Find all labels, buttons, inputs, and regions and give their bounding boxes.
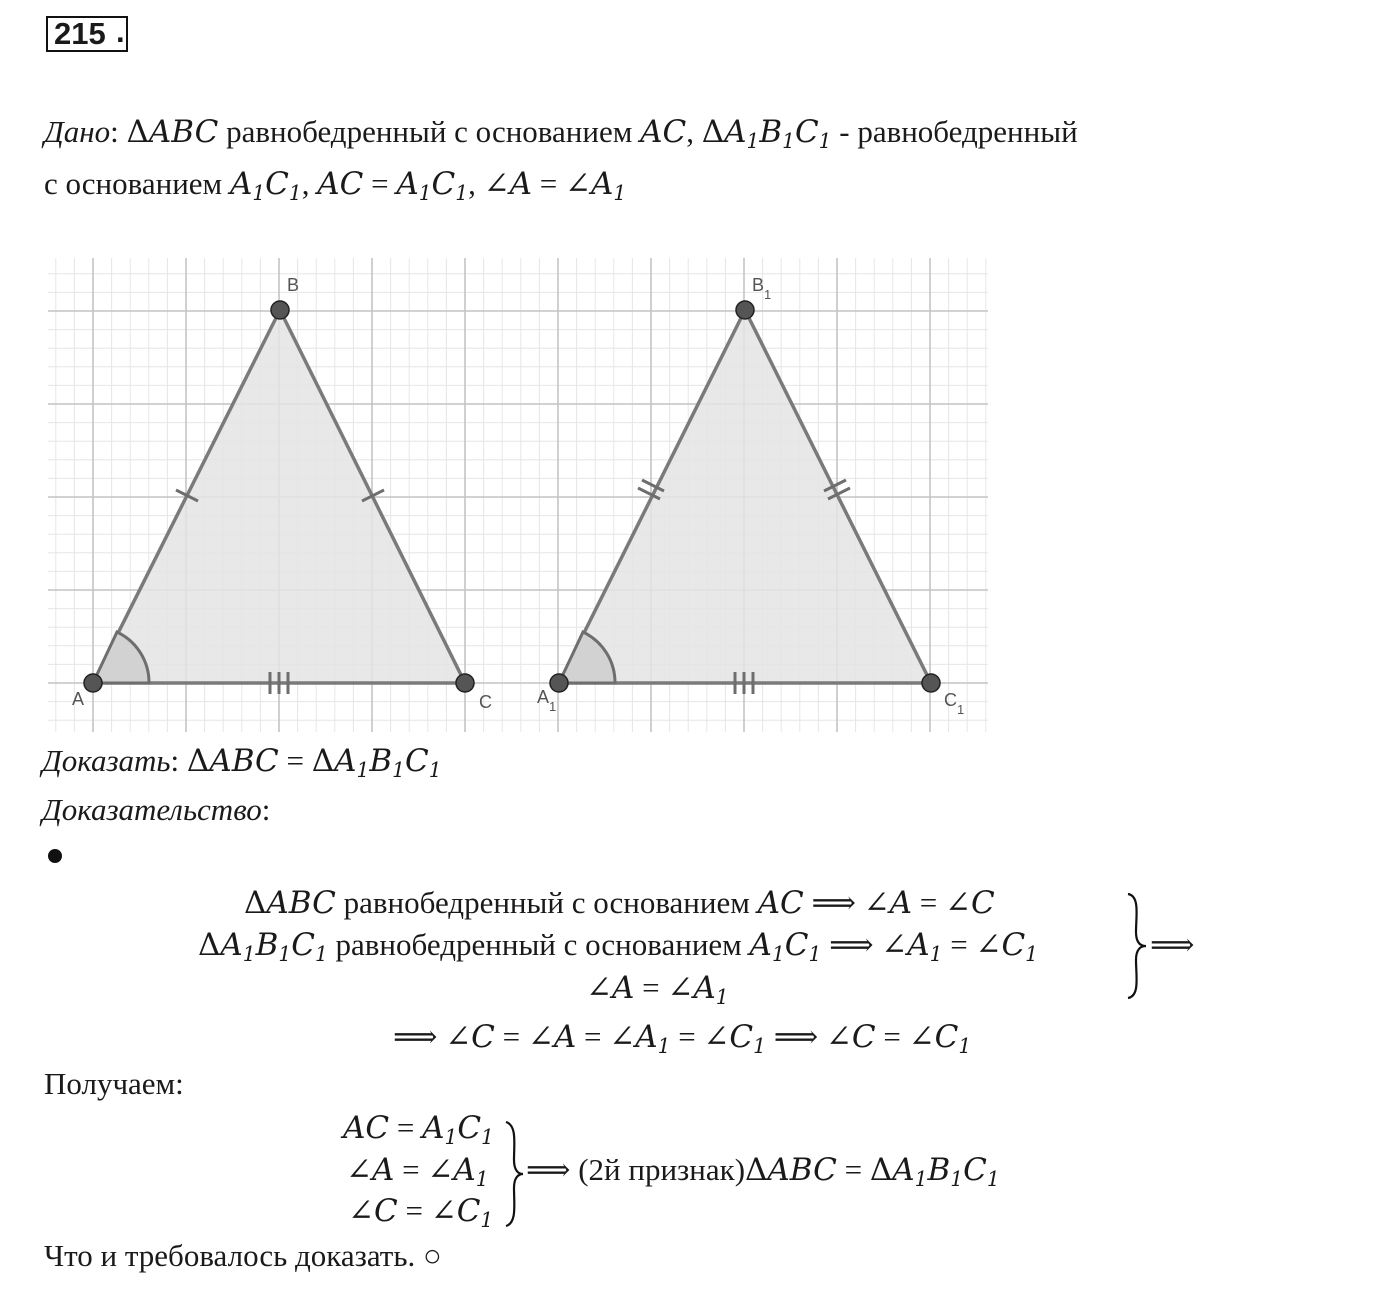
given-line-2: с основанием $A_1C_1$, AC = $A_1C_1$, ∠A = $\angle A_1$ <box>44 166 627 206</box>
proof-row-2: $\Delta A_1B_1C_1$ равнобедренный с основанием $A_1C_1$ ⟹ $\angle A_1$ = $\angle C_1$ <box>198 927 1038 967</box>
label-b: B <box>287 275 300 295</box>
label-a: A <box>72 689 85 709</box>
result-label: Получаем: <box>44 1066 184 1101</box>
result-row-2: ∠A = $\angle A_1$ <box>346 1152 489 1192</box>
proof-chain: ⟹ ∠C = ∠A = $\angle A_1$ = $\angle C_1$ ⟹ ∠C = $\angle C_1$ <box>393 1019 972 1059</box>
problem-number-dot: . <box>116 14 125 49</box>
conclusion-text: Что и требовалось доказать. ○ <box>44 1238 442 1273</box>
result-conclusion: ⟹ (2й признак)ΔABC = $\Delta A_1B_1C_1$ <box>526 1152 1000 1192</box>
proof-row-1-text: равнобедренный с основанием <box>343 885 750 920</box>
given-text-3: с основанием <box>44 166 223 201</box>
label-c1: $C_1$ <box>944 690 965 717</box>
proof-label: Доказательство <box>42 792 262 827</box>
label-c: C <box>479 692 492 712</box>
point-a1 <box>550 674 568 692</box>
point-b <box>271 301 289 319</box>
point-a <box>84 674 102 692</box>
proof-row-2-text: равнобедренный с основанием <box>335 927 742 962</box>
proof-implies: ⟹ <box>1150 927 1195 962</box>
triangles-figure <box>44 255 990 735</box>
proof-heading: Доказательство: <box>42 792 271 827</box>
prove-label: Доказать <box>42 743 171 778</box>
point-c <box>456 674 474 692</box>
given-text-2: - равнобедренный <box>839 114 1078 149</box>
label-a1: $A_1$ <box>537 687 557 714</box>
given-line-1: Дано: ΔABC равнобедренный с основанием AC, $\Delta A_1B_1C_1$ - равнобедренный <box>44 114 1078 154</box>
result-row-3: ∠C = $\angle C_1$ <box>348 1193 494 1233</box>
proof-row-1: ΔABC равнобедренный с основанием AC ⟹ ∠A = ∠C <box>244 885 995 921</box>
result-row-1: AC = $A_1C_1$ <box>343 1110 494 1150</box>
prove-line: Доказать: $\Delta ABC = \Delta A_1B_1C_1$ <box>42 743 442 783</box>
proof-brace <box>1122 890 1152 1002</box>
proof-row-3: ∠A = $\angle A_1$ <box>586 970 729 1010</box>
given-text-1: равнобедренный с основанием <box>226 114 633 149</box>
problem-number: 215 <box>54 16 106 51</box>
point-b1 <box>736 301 754 319</box>
criterion-text: (2й признак) <box>578 1152 746 1187</box>
label-b1: $B_1$ <box>752 275 772 302</box>
given-label: Дано <box>44 114 111 149</box>
result-brace <box>502 1120 528 1228</box>
point-c1 <box>922 674 940 692</box>
bullet <box>48 849 62 863</box>
